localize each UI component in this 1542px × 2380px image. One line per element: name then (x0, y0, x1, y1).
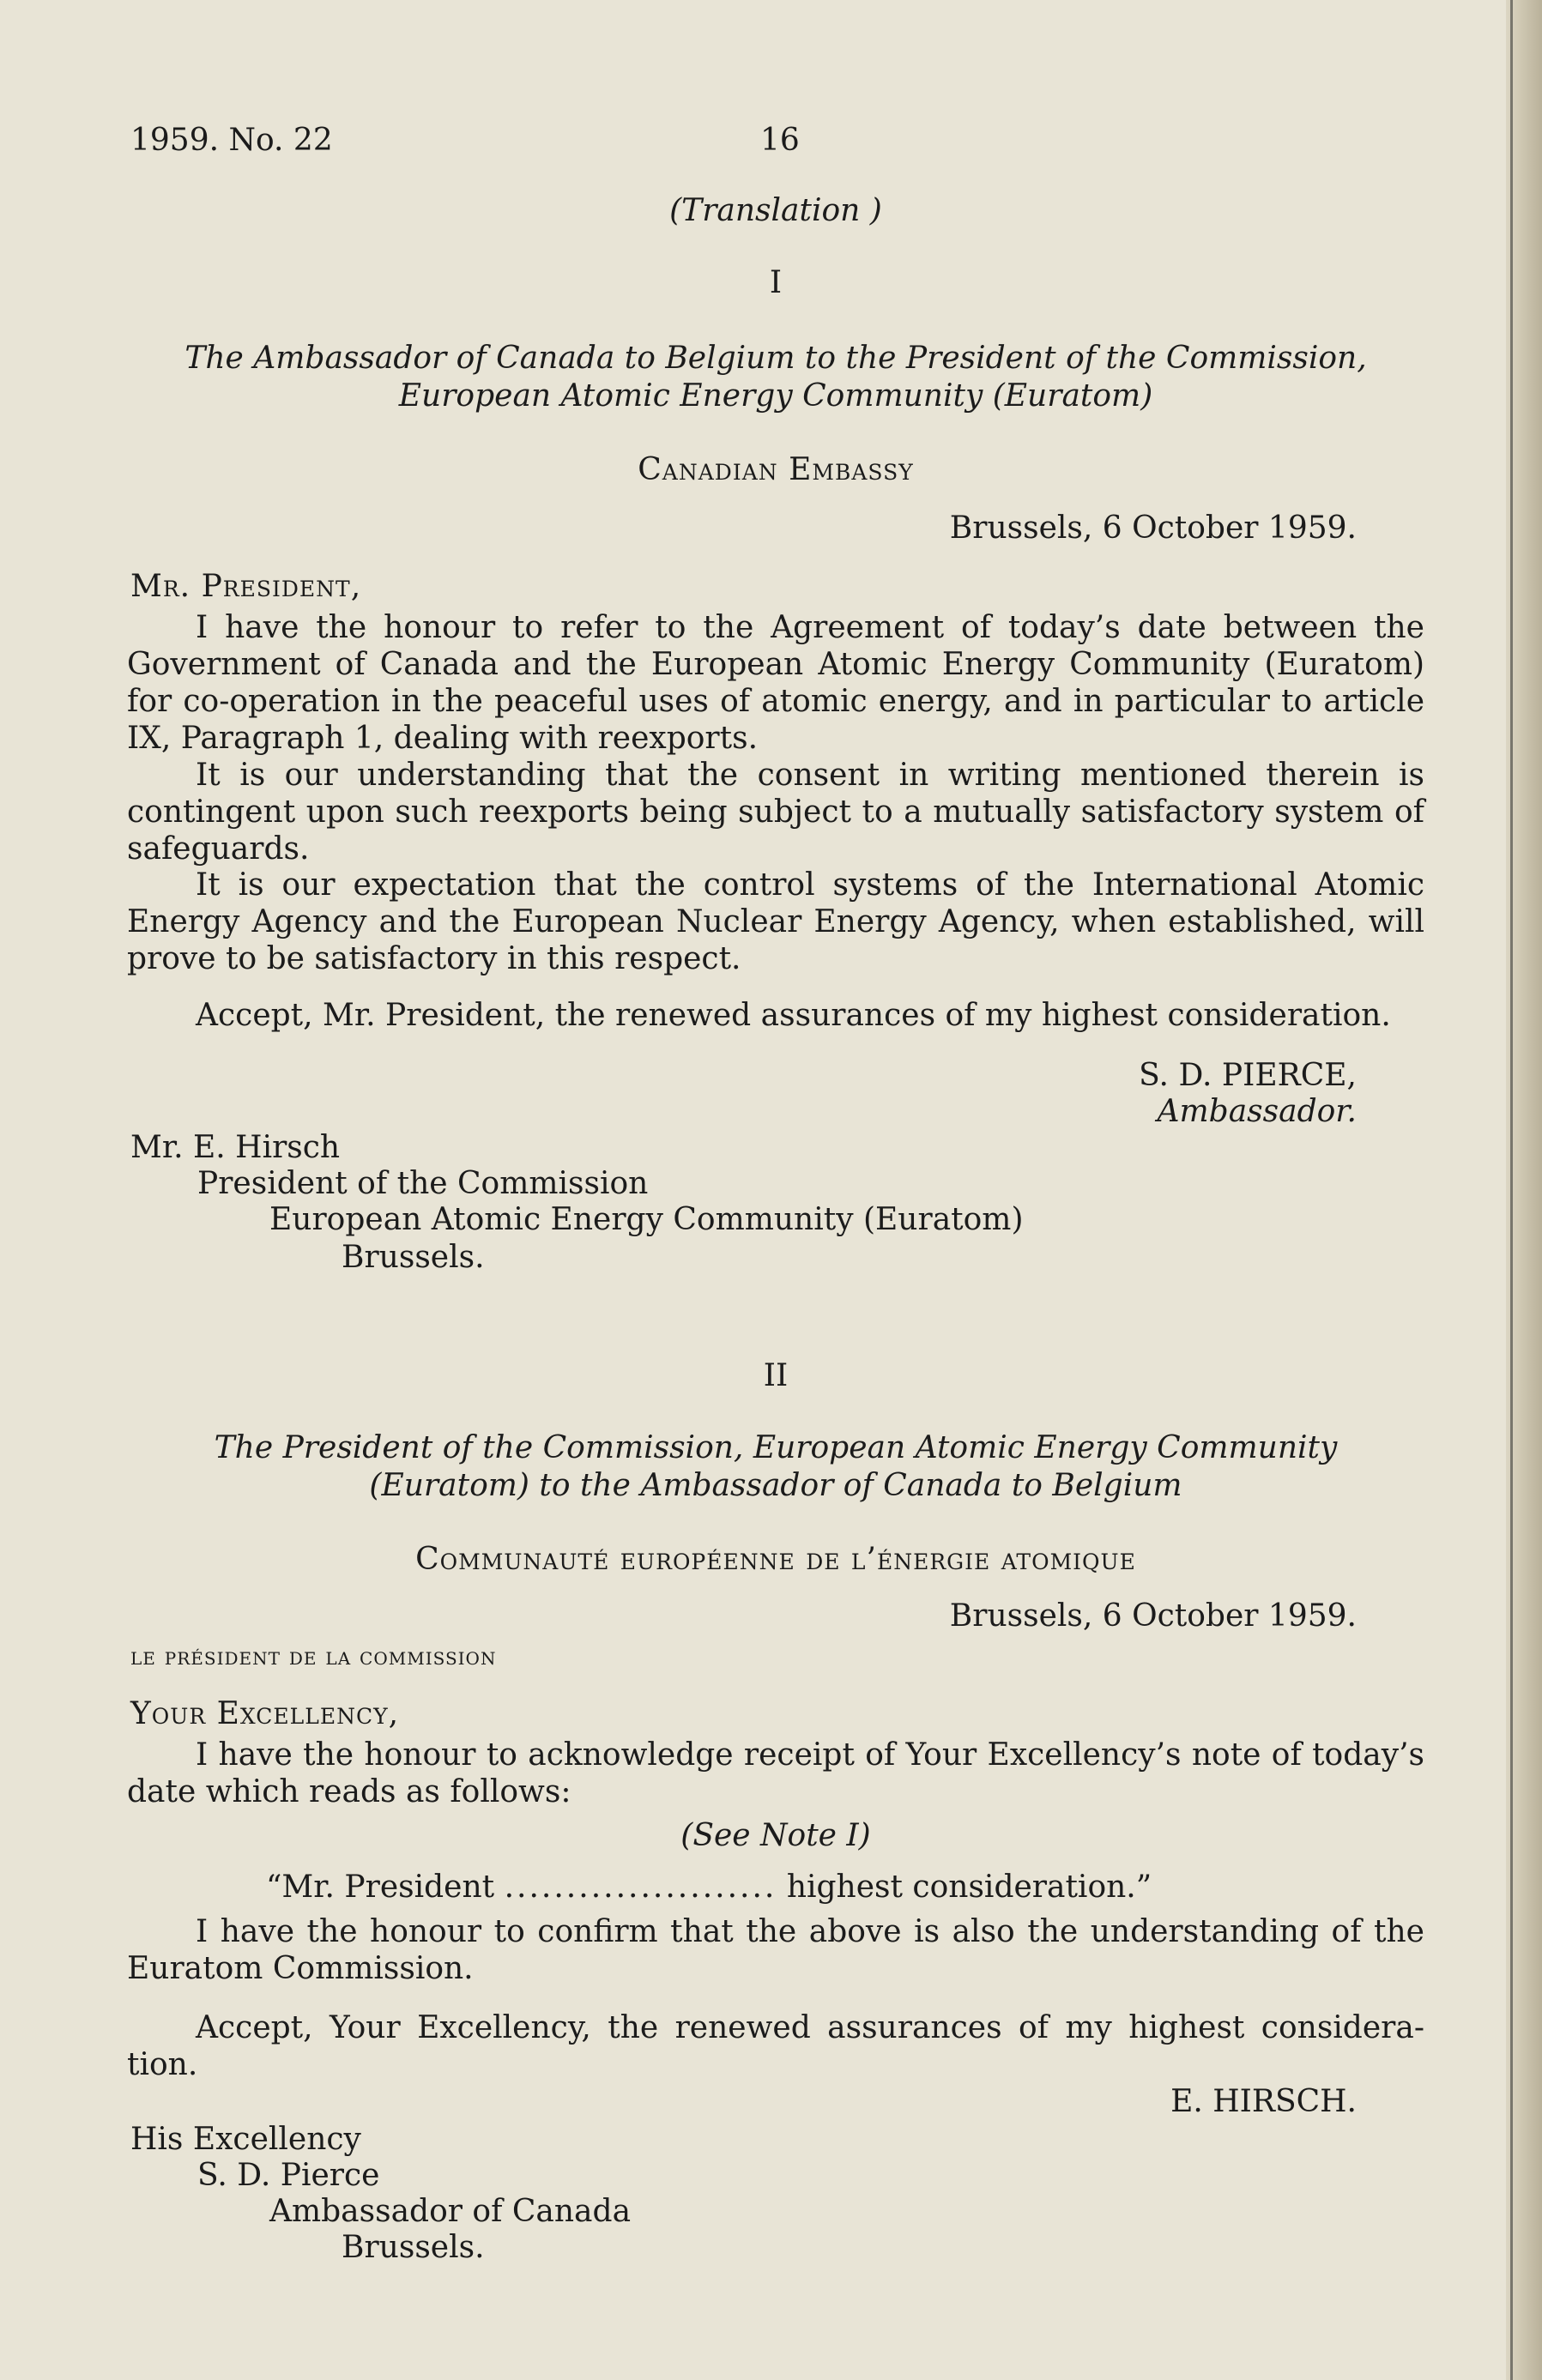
note1-place-date: Brussels, 6 October 1959. (949, 510, 1357, 546)
note1-addressee-line2: President of the Commission (197, 1166, 649, 1201)
note2-see-note: (See Note I) (680, 1818, 871, 1853)
note2-paragraph-2: I have the honour to confirm that the above is also the understanding of the Euratom Commission. (127, 1914, 1424, 1986)
quote-dots: ...................... (504, 1870, 777, 1905)
note1-numeral: I (769, 265, 783, 300)
note2-addressee-line2: S. D. Pierce (197, 2158, 380, 2193)
quote-end: highest consideration.” (786, 1870, 1152, 1905)
note1-salutation: Mr. President, (130, 569, 362, 604)
note1-paragraph-2: It is our understanding that the consent in writing mentioned therein is contingent upon such reexports being subject to a mutually satisfactory system of safeguards. (127, 758, 1424, 867)
note1-closing: Accept, Mr. President, the renewed assurances of my highest consideration. (196, 998, 1391, 1033)
note2-addressee-line1: His Excellency (130, 2122, 361, 2157)
note2-addressee-line3: Ambassador of Canada (269, 2194, 632, 2229)
translation-label: (Translation ) (669, 193, 882, 228)
note2-heading-line1: The President of the Commission, European Atomic Energy Community (214, 1430, 1338, 1465)
page-binding-line (1510, 0, 1513, 2380)
note2-office: le président de la commission (130, 1642, 497, 1670)
note2-signature-name: E. HIRSCH. (1170, 2084, 1357, 2119)
note2-letterhead: Communauté européenne de l’énergie atomique (415, 1542, 1136, 1577)
note2-paragraph-1: I have the honour to acknowledge receipt of Your Excellency’s note of today’s date which reads as follows: (127, 1737, 1424, 1809)
note1-heading-line2: European Atomic Energy Community (Euratom) (398, 378, 1153, 414)
note2-quotation (266, 1869, 1152, 1906)
note2-heading-line2: (Euratom) to the Ambassador of Canada to Belgium (369, 1468, 1182, 1503)
note1-heading-line1: The Ambassador of Canada to Belgium to the President of the Commission, (184, 341, 1367, 376)
note1-addressee-line3: European Atomic Energy Community (Euratom) (269, 1202, 1024, 1237)
note1-addressee-line4: Brussels. (342, 1240, 485, 1275)
note1-signature-name: S. D. PIERCE, (1139, 1058, 1357, 1093)
note1-paragraph-1: I have the honour to refer to the Agreement of today’s date between the Government of Canada and the European Atomic Energy Community (Euratom) for co-operation in the peaceful uses of atomic energy, and in particular to article IX, Paragraph 1, dealing with reexports. (127, 610, 1424, 756)
note1-paragraph-3: It is our expectation that the control systems of the International Atomic Energy Agency and the European Nuclear Energy Agency, when established, will prove to be satisfactory in this respect. (127, 867, 1424, 976)
page-number: 16 (760, 123, 800, 158)
note2-numeral: II (763, 1358, 789, 1393)
note1-addressee-line1: Mr. E. Hirsch (130, 1130, 341, 1165)
treaty-year-number: 1959. No. 22 (130, 123, 333, 158)
quote-start: “Mr. President (266, 1870, 495, 1905)
note2-salutation: Your Excellency, (130, 1696, 400, 1731)
note2-closing: Accept, Your Excellency, the renewed assurances of my highest considera-tion. (127, 2010, 1424, 2082)
note2-addressee-line4: Brussels. (342, 2230, 485, 2265)
note1-signature-title: Ambassador. (1157, 1094, 1357, 1129)
note2-place-date: Brussels, 6 October 1959. (949, 1598, 1357, 1634)
note1-embassy: Canadian Embassy (638, 452, 914, 487)
